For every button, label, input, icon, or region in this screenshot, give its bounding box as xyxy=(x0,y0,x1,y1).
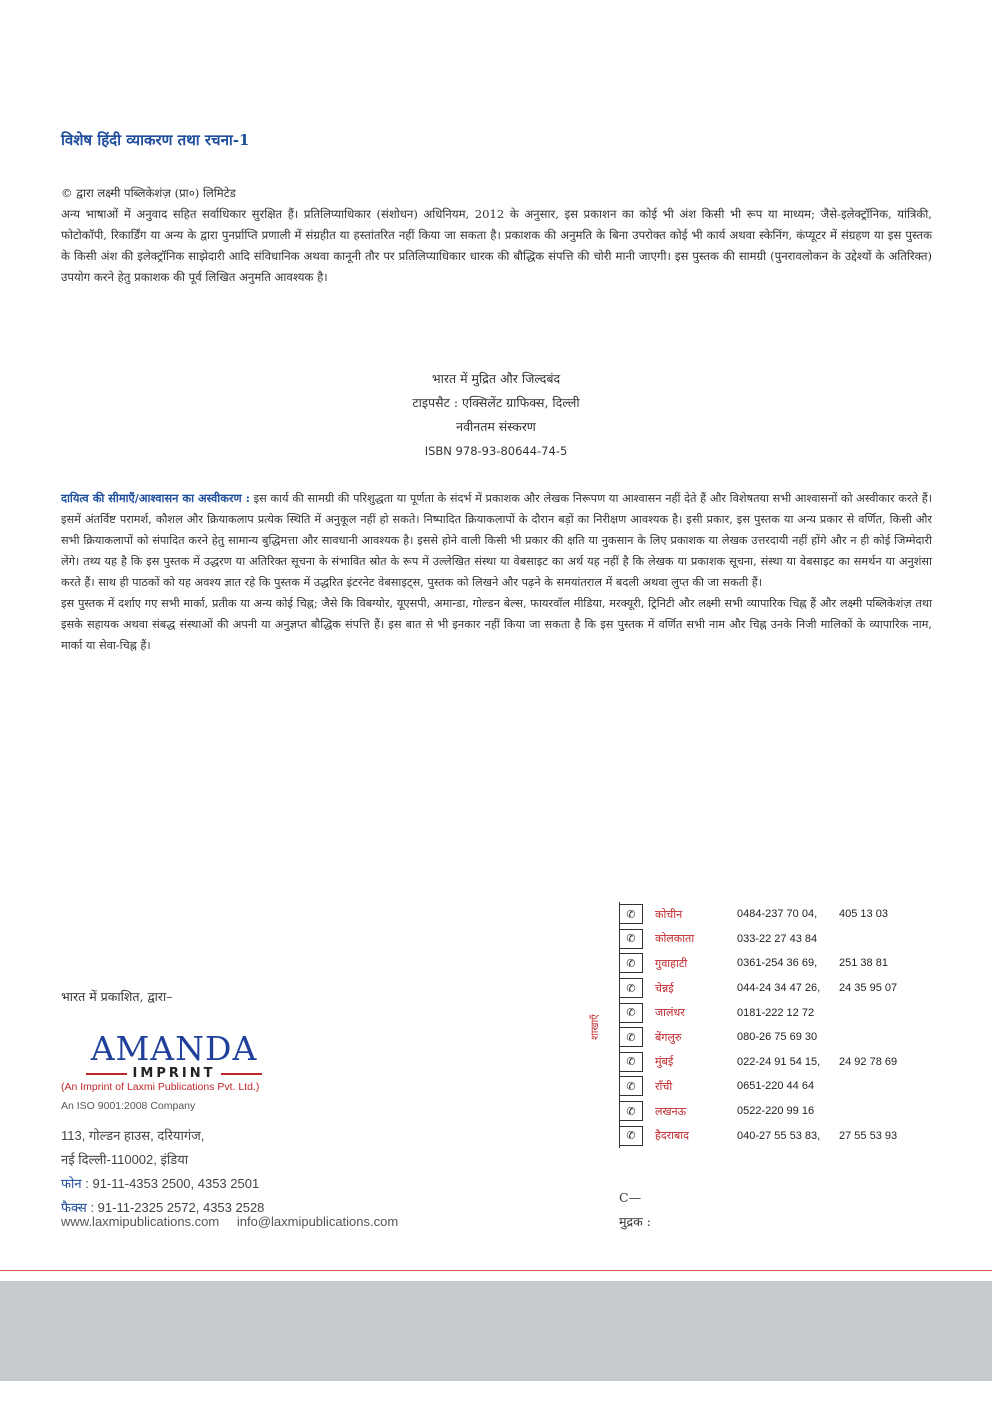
logo-subline xyxy=(86,1066,262,1081)
branch-row xyxy=(619,927,919,952)
branch-number-2: 27 55 53 93 xyxy=(839,1129,898,1142)
phone-icon: ✆ xyxy=(619,904,643,924)
phone-numbers: : 91-11-4353 2500, 4353 2501 xyxy=(85,1176,260,1191)
book-title: विशेष हिंदी व्याकरण तथा रचना-1 xyxy=(61,131,250,149)
disclaimer-text-1: इस कार्य की सामग्री की परिशुद्धता या पूर्णता के संदर्भ में प्रकाशक और लेखक निरूपण या आश्वासन नहीं देते हैं और विशेषतया सभी आश्वासनों को अस्वीकार करते हैं। इसमें अंतर्विष्ट परामर्श, कौशल और क्रियाकलाप प्रत्येक स्थिति में अनुकूल नहीं हो सकते। निष्पादित क्रियाकलापों के दौरान बड़ों का निरीक्षण आवश्यक है। इसी प्रकार, इस पुस्तक या अन्य प्रकार से वर्णित, किसी और सभी क्रियाकलापों को संपादित करने हेतु सामान्य बुद्धिमत्ता और सावधानी आवश्यक है। इससे होने वाली किसी भी प्रकार की क्षति या नुकसान के लिए प्रकाशक या लेखक उत्तरदायी नहीं होंगे और न ही कोई जिम्मेदारी लेंगे। तथ्य यह है कि इस पुस्तक में उद्धरण या अतिरिक्त सूचना के संभावित स्रोत के रूप में उल्लेखित संस्था या वेबसाइट का अर्थ यह नहीं है कि लेखक या प्रकाशक सूचना, संस्था या वेबसाइट का समर्थन या अनुशंसा करते हैं। साथ ही पाठकों को यह अवश्य ज्ञात रहे कि पुस्तक में उद्धरित इंटरनेट वेबसाइट्स, पुस्तक को लिखने और पढ़ने के समयांतराल में बदली अथवा लुप्त की जा सकती हैं। xyxy=(61,492,932,589)
branch-number-1: 040-27 55 53 83, xyxy=(737,1129,821,1142)
branch-number-1: 0651-220 44 64 xyxy=(737,1080,815,1093)
branch-number-1: 0361-254 36 69, xyxy=(737,957,818,970)
iso-line: An ISO 9001:2008 Company xyxy=(61,1100,196,1112)
branch-row xyxy=(619,951,919,976)
imprint-info xyxy=(300,367,692,463)
branch-number-2: 251 38 81 xyxy=(839,957,888,970)
amanda-logo xyxy=(86,1029,262,1081)
branch-row xyxy=(619,1123,919,1148)
branch-city: कोलकाता xyxy=(655,932,695,946)
branch-row xyxy=(619,902,919,927)
phone-icon: ✆ xyxy=(619,1027,643,1047)
address-line-1: 113, गोल्डन हाउस, दरियागंज, xyxy=(61,1128,205,1143)
typeset-line: टाइपसैट : एक्सिलेंट ग्राफिक्स, दिल्ली xyxy=(412,395,580,410)
branch-row xyxy=(619,1074,919,1099)
edition-line: नवीनतम संस्करण xyxy=(456,419,536,434)
branch-number-2: 24 35 95 07 xyxy=(839,982,898,995)
printed-bound-line: भारत में मुद्रित और जिल्दबंद xyxy=(431,371,561,386)
branch-number-1: 0181-222 12 72 xyxy=(737,1006,815,1019)
branch-row xyxy=(619,1099,919,1124)
logo-imprint: IMPRINT xyxy=(132,1066,216,1081)
branch-number-2: 24 92 78 69 xyxy=(839,1055,898,1068)
logo-divider-right xyxy=(221,1073,262,1075)
branch-number-1: 0522-220 99 16 xyxy=(737,1105,815,1118)
branch-row xyxy=(619,1025,919,1050)
branch-number-1: 080-26 75 69 30 xyxy=(737,1031,818,1044)
logo-divider-left xyxy=(86,1073,127,1075)
copyright-body: अन्य भाषाओं में अनुवाद सहित सर्वाधिकार सुरक्षित हैं। प्रतिलिप्याधिकार (संशोधन) अधिनियम, 2012 के अनुसार, इस प्रकाशन का कोई भी अंश किसी भी रूप या माध्यम; जैसे-इलेक्ट्रॉनिक, यांत्रिकी, फोटोकॉपी, रिकार्डिंग या अन्य के द्वारा पुनर्प्राप्ति प्रणाली में संग्रहीत या हस्तांतरित नहीं किया जा सकता है। प्रकाशक की अनुमति के बिना उपरोक्त कोई भी कार्य अथवा स्केनिंग, कंप्यूटर में संग्रहण या इस पुस्तक के किसी अंश की इलेक्ट्रॉनिक साझेदारी आदि संविधानिक अथवा कानूनी तौर पर प्रतिलिप्याधिकार धारक की बौद्धिक संपत्ति की चोरी मानी जाएगी। इस पुस्तक की सामग्री (पुनरावलोकन के उद्देश्यों के अतिरिक्त) उपयोग करने हेतु प्रकाशक की पूर्व लिखित अनुमति आवश्यक है। xyxy=(61,207,932,284)
branch-number-1: 033-22 27 43 84 xyxy=(737,932,818,945)
disclaimer-heading: दायित्व की सीमाएँ/आश्वासन का अस्वीकरण : xyxy=(61,491,250,505)
branch-number-1: 0484-237 70 04, xyxy=(737,908,818,921)
phone-icon: ✆ xyxy=(619,1052,643,1072)
branch-city: राँची xyxy=(655,1079,673,1093)
phone-label: फोन xyxy=(61,1176,82,1191)
phone-icon: ✆ xyxy=(619,1126,643,1146)
branch-row xyxy=(619,1050,919,1075)
disclaimer-para-2: इस पुस्तक में दर्शाए गए सभी मार्का, प्रतीक या अन्य कोई चिह्न; जैसे कि विबग्योर, यूएसपी, अमान्डा, गोल्डन बेल्स, फायरवॉल मीडिया, मरक्यूरी, ट्रिनिटी और लक्ष्मी सभी व्यापारिक चिह्न हैं और लक्ष्मी पब्लिकेशंज़ तथा इसके सहायक अथवा संबद्ध संस्थाओं की अपनी या अनुज्ञप्त बौद्धिक संपत्ति हैं। इस बात से भी इनकार नहीं किया जा सकता है कि इस पुस्तक में वर्णित सभी नाम और चिह्न उनके निजी मालिकों के व्यापारिक नाम, मार्का या सेवा-चिह्न हैं। xyxy=(61,597,932,652)
branch-number-1: 022-24 91 54 15, xyxy=(737,1055,821,1068)
published-by-label: भारत में प्रकाशित, द्वारा– xyxy=(61,989,173,1004)
branch-city: मुंबई xyxy=(655,1055,674,1069)
branch-city: गुवाहाटी xyxy=(655,956,688,970)
logo-wordmark: AMANDA xyxy=(90,1029,258,1068)
phone-icon: ✆ xyxy=(619,1101,643,1121)
phone-icon: ✆ xyxy=(619,1003,643,1023)
website-link[interactable]: www.laxmipublications.com xyxy=(61,1214,220,1229)
branch-city: जालंधर xyxy=(655,1006,685,1020)
phone-line xyxy=(61,1172,481,1196)
branches-label: शाखाएँ xyxy=(590,1014,601,1040)
branch-list xyxy=(619,902,919,1148)
branch-row xyxy=(619,1000,919,1025)
phone-icon: ✆ xyxy=(619,953,643,973)
branch-number-1: 044-24 34 47 26, xyxy=(737,982,821,995)
printer-label: मुद्रक : xyxy=(619,1214,651,1229)
phone-icon: ✆ xyxy=(619,1076,643,1096)
address-line-2: नई दिल्ली-110002, इंडिया xyxy=(61,1152,189,1167)
branch-city: चेन्नई xyxy=(655,981,674,995)
publisher-address xyxy=(61,1124,481,1220)
branch-number-2: 405 13 03 xyxy=(839,908,888,921)
web-contact xyxy=(61,1214,398,1229)
printer-info xyxy=(619,1186,651,1234)
branch-city: कोचीन xyxy=(655,907,683,921)
disclaimer xyxy=(61,488,932,656)
phone-icon: ✆ xyxy=(619,929,643,949)
disclaimer-para-1 xyxy=(61,488,932,593)
branch-row xyxy=(619,976,919,1001)
branch-city: हैदराबाद xyxy=(655,1129,690,1143)
isbn-line: ISBN 978-93-80644-74-5 xyxy=(424,444,568,458)
printer-code: C— xyxy=(619,1190,642,1205)
email-link[interactable]: info@laxmipublications.com xyxy=(236,1214,399,1229)
fax-numbers: : 91-11-2325 2572, 4353 2528 xyxy=(90,1200,265,1215)
branch-city: लखनऊ xyxy=(655,1104,687,1118)
footer-rule xyxy=(0,1270,992,1271)
imprint-of-line: (An Imprint of Laxmi Publications Pvt. Ltd.) xyxy=(61,1081,260,1093)
branch-city: बेंगलुरु xyxy=(655,1030,682,1044)
copyright-line: © द्वारा लक्ष्मी पब्लिकेशंज़ (प्रा०) लिमिटेड xyxy=(61,186,236,200)
footer-band xyxy=(0,1281,992,1381)
copyright-notice xyxy=(61,183,932,288)
fax-label: फैक्स xyxy=(61,1200,87,1215)
phone-icon: ✆ xyxy=(619,978,643,998)
